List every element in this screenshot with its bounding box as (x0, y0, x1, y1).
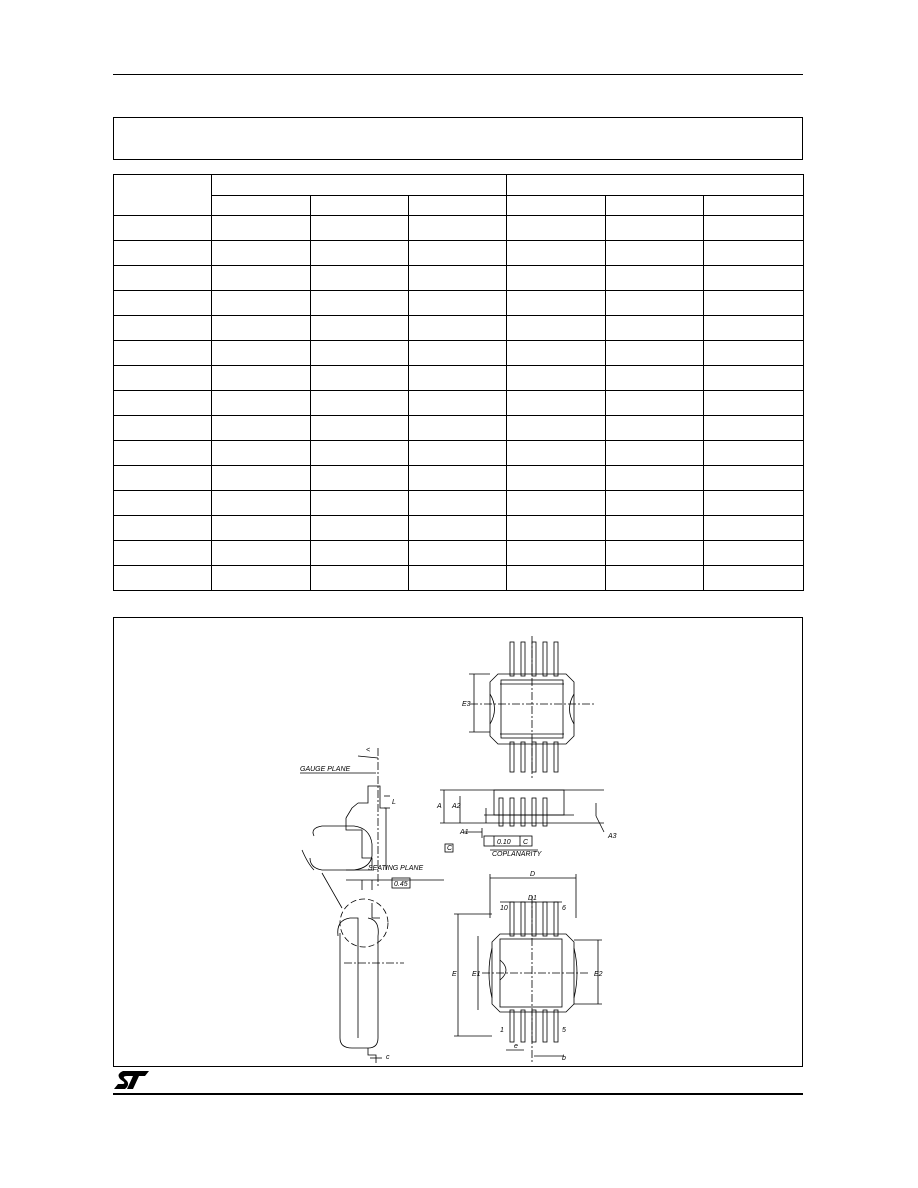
header-cell (507, 196, 606, 216)
l-label: L (392, 799, 396, 806)
table-row (114, 491, 804, 516)
header-cell (212, 196, 311, 216)
a1-label: A1 (460, 829, 469, 836)
top-leads (510, 642, 558, 676)
table-subheader-row (114, 196, 804, 216)
table-row (114, 516, 804, 541)
a2-label: A2 (452, 803, 461, 810)
table-row (114, 466, 804, 491)
table-row (114, 391, 804, 416)
e1-label: E1 (472, 971, 481, 978)
table-row (114, 441, 804, 466)
table-row (114, 216, 804, 241)
table-row (114, 241, 804, 266)
side-view (440, 790, 604, 852)
a3-label: A3 (608, 833, 617, 840)
header-cell (114, 175, 212, 216)
e-pitch-label: e (514, 1043, 518, 1050)
bottom-view (454, 874, 602, 1064)
a-label: A (437, 803, 442, 810)
pin-5-label: 5 (562, 1027, 566, 1034)
table-row (114, 366, 804, 391)
st-logo (113, 1070, 151, 1090)
header-rule (113, 74, 803, 75)
table-row (114, 266, 804, 291)
table-row (114, 291, 804, 316)
seating-plane-label: SEATING PLANE (368, 865, 424, 872)
dimensions-table (113, 174, 804, 591)
header-cell (212, 175, 507, 196)
e2-label: E2 (594, 971, 603, 978)
d1-label: D1 (528, 895, 537, 902)
top-view (469, 636, 594, 778)
header-cell (704, 196, 804, 216)
e3-label: E3 (462, 701, 471, 708)
datum-c-label: C (447, 845, 453, 852)
footer-rule (113, 1093, 803, 1095)
header-cell (409, 196, 507, 216)
table-row (114, 416, 804, 441)
coplanarity-label: COPLANARITY (492, 851, 542, 858)
pin-6-label: 6 (562, 905, 566, 912)
package-drawing (113, 617, 803, 1067)
header-cell (606, 196, 704, 216)
table-title-box (113, 117, 803, 160)
header-cell (507, 175, 804, 196)
table-row (114, 566, 804, 591)
e-label: E (452, 971, 457, 978)
detail-view (322, 873, 404, 1063)
pin-10-label: 10 (500, 905, 508, 912)
table-row (114, 541, 804, 566)
gauge-value-label: 0.45 (394, 881, 408, 888)
table-header-row (114, 175, 804, 196)
c-label: c (386, 1054, 390, 1061)
d-label: D (530, 871, 536, 878)
header-cell (311, 196, 409, 216)
angle-label: < (366, 747, 371, 754)
bottom-leads (510, 742, 558, 772)
package-drawing-svg (114, 618, 802, 1066)
table-row (114, 341, 804, 366)
coplanarity-value: 0.10 (497, 839, 511, 846)
table-row (114, 316, 804, 341)
coplanarity-datum: C (523, 839, 529, 846)
pin-1-label: 1 (500, 1027, 504, 1034)
b-label: b (562, 1055, 566, 1062)
gauge-plane-label: GAUGE PLANE (300, 766, 351, 773)
